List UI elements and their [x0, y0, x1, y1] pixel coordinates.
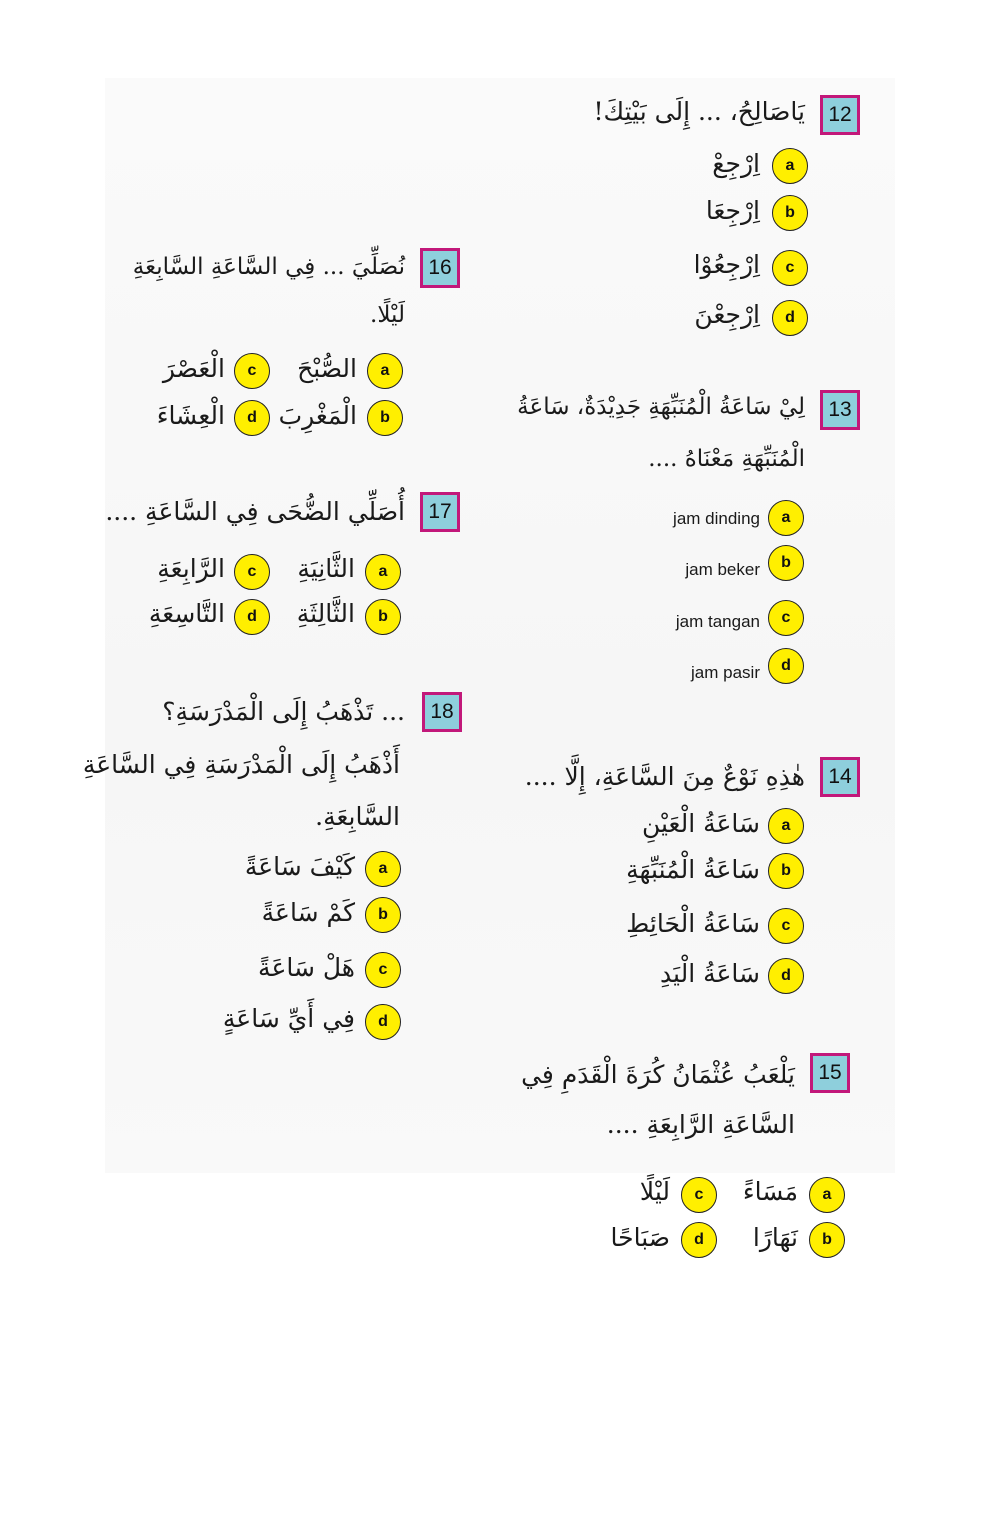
q13-option-b-button[interactable]: b: [768, 545, 804, 581]
q12-option-d-button[interactable]: d: [772, 300, 808, 336]
question-number-15: 15: [810, 1053, 850, 1093]
question-18-line-3: السَّابِعَةِ.: [315, 802, 400, 831]
q17-option-d-text: التَّاسِعَةِ: [148, 599, 225, 628]
q18-option-c-button[interactable]: c: [365, 952, 401, 988]
q16-option-c-text: الْعَصْرَ: [162, 354, 225, 383]
q14-option-a-button[interactable]: a: [768, 808, 804, 844]
question-number-14: 14: [820, 757, 860, 797]
q13-option-c-button[interactable]: c: [768, 600, 804, 636]
q13-option-a-button[interactable]: a: [768, 500, 804, 536]
question-number-17: 17: [420, 492, 460, 532]
q12-option-b-text: اِرْجِعَا: [705, 196, 760, 225]
q14-option-a-text: سَاعَةُ الْعَيْنِ: [641, 809, 760, 838]
q12-option-a-button[interactable]: a: [772, 148, 808, 184]
question-number-18: 18: [422, 692, 462, 732]
q17-option-b-button[interactable]: b: [365, 599, 401, 635]
question-15-line-1: يَلْعَبُ عُثْمَانُ كُرَةَ الْقَدَمِ فِي: [521, 1060, 795, 1089]
q12-option-a-text: اِرْجِعْ: [712, 149, 760, 178]
q13-option-c-text: jam tangan: [675, 612, 760, 631]
q15-option-c-button[interactable]: c: [681, 1177, 717, 1213]
q12-option-d-text: اِرْجِعْنَ: [694, 300, 760, 329]
q12-option-b-button[interactable]: b: [772, 195, 808, 231]
q17-option-c-button[interactable]: c: [234, 554, 270, 590]
question-number-12: 12: [820, 95, 860, 135]
q16-option-a-text: الصُّبْحَ: [297, 354, 357, 383]
question-18-line-2: أَذْهَبُ إِلَى الْمَدْرَسَةِ فِي السَّاعَةِ: [82, 750, 400, 779]
q13-option-b-text: jam beker: [685, 560, 760, 579]
q17-option-a-text: الثَّانِيَةِ: [297, 554, 355, 583]
q12-option-c-button[interactable]: c: [772, 250, 808, 286]
q17-option-a-button[interactable]: a: [365, 554, 401, 590]
question-12-text: يَاصَالِحُ، ... إِلَى بَيْتِكَ!: [593, 97, 805, 126]
q18-option-a-text: كَيْفَ سَاعَةً: [244, 852, 355, 881]
q12-option-c-text: اِرْجِعُوْا: [693, 250, 760, 279]
q14-option-c-button[interactable]: c: [768, 908, 804, 944]
q16-option-b-text: الْمَغْرِبَ: [278, 401, 357, 430]
q14-option-b-text: سَاعَةُ الْمُنَبِّهَةِ: [626, 855, 760, 884]
q16-option-a-button[interactable]: a: [367, 353, 403, 389]
q15-option-a-button[interactable]: a: [809, 1177, 845, 1213]
q13-option-d-text: jam pasir: [691, 663, 760, 682]
question-16-line-1: نُصَلِّيَ ... فِي السَّاعَةِ السَّابِعَةِ: [132, 254, 405, 280]
question-number-13: 13: [820, 390, 860, 430]
q16-option-c-button[interactable]: c: [234, 353, 270, 389]
q16-option-d-button[interactable]: d: [234, 400, 270, 436]
q15-option-c-text: لَيْلًا: [639, 1177, 670, 1206]
q16-option-d-text: الْعِشَاءَ: [156, 401, 225, 430]
question-16-line-2: لَيْلًا.: [370, 302, 405, 328]
q14-option-d-button[interactable]: d: [768, 958, 804, 994]
q18-option-b-text: كَمْ سَاعَةً: [261, 898, 355, 927]
q18-option-d-text: فِي أَيِّ سَاعَةٍ: [222, 1004, 355, 1033]
q18-option-b-button[interactable]: b: [365, 897, 401, 933]
q15-option-d-text: صَبَاحًا: [610, 1223, 670, 1252]
q14-option-d-text: سَاعَةُ الْيَدِ: [659, 959, 760, 988]
q17-option-d-button[interactable]: d: [234, 599, 270, 635]
q15-option-d-button[interactable]: d: [681, 1222, 717, 1258]
q15-option-b-button[interactable]: b: [809, 1222, 845, 1258]
q14-option-c-text: سَاعَةُ الْحَائِطِ: [626, 909, 760, 938]
q17-option-c-text: الرَّابِعَةِ: [157, 554, 225, 583]
question-14-text: هٰذِهِ نَوْعٌ مِنَ السَّاعَةِ، إِلَّا ....: [524, 762, 805, 791]
q13-option-a-text: jam dinding: [673, 509, 760, 528]
question-number-16: 16: [420, 248, 460, 288]
q18-option-d-button[interactable]: d: [365, 1004, 401, 1040]
q14-option-b-button[interactable]: b: [768, 853, 804, 889]
q16-option-b-button[interactable]: b: [367, 400, 403, 436]
q18-option-c-text: هَلْ سَاعَةً: [258, 953, 355, 982]
question-17-text: أُصَلِّي الضُّحَى فِي السَّاعَةِ ....: [105, 497, 405, 526]
q17-option-b-text: الثَّالِثَةِ: [296, 599, 355, 628]
question-18-text: ... تَذْهَبُ إِلَى الْمَدْرَسَةِ؟: [162, 697, 405, 726]
question-13-line-2: الْمُنَبِّهَةِ مَعْنَاهُ ....: [648, 446, 805, 472]
q18-option-a-button[interactable]: a: [365, 851, 401, 887]
q13-option-d-button[interactable]: d: [768, 648, 804, 684]
question-13-line-1: لِيْ سَاعَةُ الْمُنَبِّهَةِ جَدِيْدَةٌ، سَاعَةُ: [517, 394, 805, 420]
question-15-line-2: السَّاعَةِ الرَّابِعَةِ ....: [606, 1110, 795, 1139]
q15-option-b-text: نَهَارًا: [752, 1223, 798, 1252]
q15-option-a-text: مَسَاءً: [742, 1177, 798, 1206]
